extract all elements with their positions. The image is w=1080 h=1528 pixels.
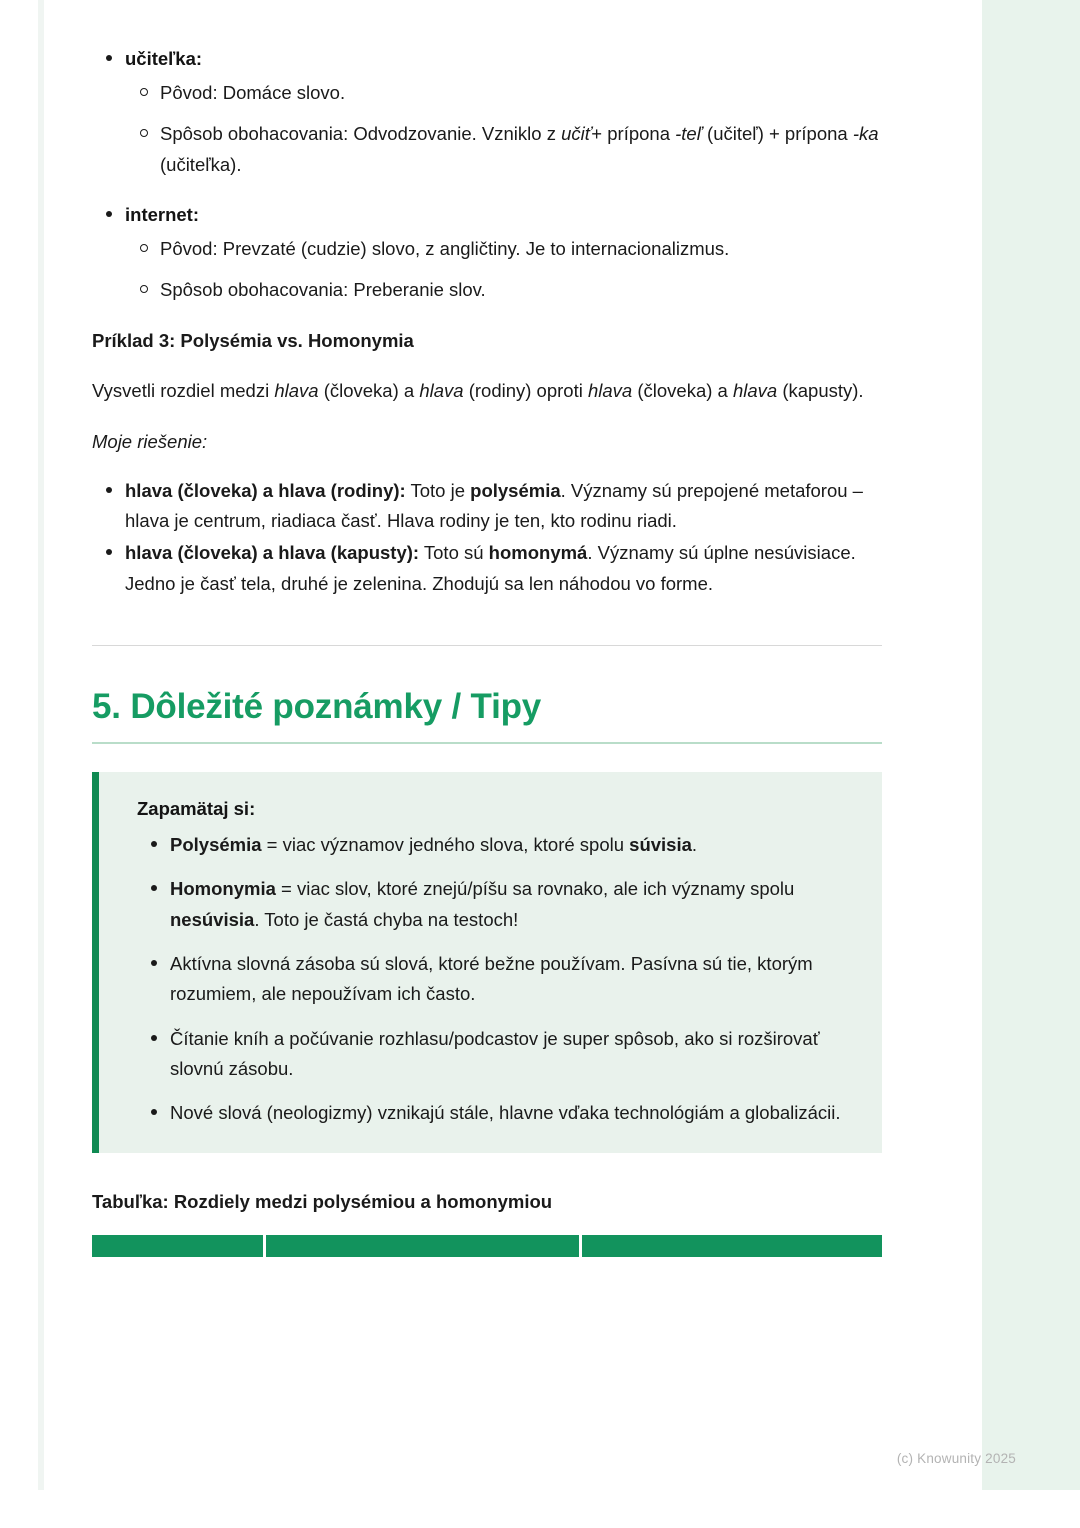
callout-item: Polysémia = viac významov jedného slova, ktoré spolu súvisia. <box>170 834 698 855</box>
callout-title: Zapamätaj si: <box>137 798 256 819</box>
tips-callout <box>92 772 882 1153</box>
list-item <box>92 538 882 599</box>
callout-item: Aktívna slovná zásoba sú slová, ktoré bežne používam. Pasívna sú tie, ktorým rozumiem, ale nepoužívam ich často. <box>170 952 813 1005</box>
example-heading: Príklad 3: Polysémia vs. Homonymia <box>92 329 414 351</box>
callout-item: Nové slová (neologizmy) vznikajú stále, hlavne vďaka technológiám a globalizácii. <box>170 1102 841 1124</box>
example-task: Vysvetli rozdiel medzi hlava (človeka) a hlava (rodiny) oproti hlava (človeka) a hlava (kapusty). <box>92 380 864 402</box>
list-item <box>125 275 882 305</box>
document-content <box>44 0 982 1257</box>
solution-label: Moje riešenie: <box>92 430 208 452</box>
list-item <box>125 234 882 264</box>
watermark: (c) Knowunity 2025 <box>896 1451 1016 1466</box>
list-item <box>137 830 852 860</box>
word-detail-origin: Pôvod: Domáce slovo. <box>160 81 346 103</box>
word-detail-list <box>125 78 882 180</box>
page-title: 5. Dôležité poznámky / Tipy <box>92 687 542 726</box>
list-item <box>137 1024 852 1085</box>
word-term: učiteľka: <box>125 48 203 69</box>
list-item <box>92 476 882 537</box>
callout-item: Čítanie kníh a počúvanie rozhlasu/podcastov je super spôsob, ako si rozširovať slovnú zásobu. <box>170 1027 820 1079</box>
solution-item: hlava (človeka) a hlava (kapusty): Toto sú homonymá. Významy sú úplne nesúvisiace. Jedno je časť tela, druhé je zelenina. Zhodujú sa len náhodou vo forme. <box>125 542 856 594</box>
table-header-cell <box>92 1235 266 1257</box>
document-page <box>44 0 982 1490</box>
word-detail-formation: Spôsob obohacovania: Odvodzovanie. Vzniklo z učiť+ prípona -teľ (učiteľ) + prípona -ka (učiteľka). <box>160 123 879 175</box>
table-header-cell <box>582 1235 882 1257</box>
list-item <box>92 200 882 306</box>
solution-item: hlava (človeka) a hlava (rodiny): Toto je polysémia. Významy sú prepojené metaforou – hlava je centrum, riadiaca časť. Hlava rodiny je ten, kto rodinu riadi. <box>125 479 863 532</box>
list-item <box>137 1098 852 1128</box>
list-item <box>92 44 882 180</box>
list-item <box>125 78 882 108</box>
word-detail-list <box>125 234 882 306</box>
word-term: internet: <box>125 203 199 225</box>
word-entry-list <box>92 44 882 306</box>
callout-list <box>137 830 852 1129</box>
section-divider <box>92 645 882 646</box>
list-item <box>125 119 882 180</box>
section-title-rule <box>92 742 882 744</box>
list-item <box>137 874 852 935</box>
solution-list <box>92 476 882 599</box>
callout-item: Homonymia = viac slov, ktoré znejú/píšu sa rovnako, ale ich významy spolu nesúvisia. Toto je častá chyba na testoch! <box>170 878 795 930</box>
list-item <box>137 949 852 1010</box>
table-caption: Tabuľka: Rozdiely medzi polysémiou a homonymiou <box>92 1190 553 1212</box>
word-detail-formation: Spôsob obohacovania: Preberanie slov. <box>160 279 486 301</box>
word-detail-origin: Pôvod: Prevzaté (cudzie) slovo, z angličtiny. Je to internacionalizmus. <box>160 237 730 259</box>
table-header-cell <box>266 1235 582 1257</box>
comparison-table-header <box>92 1235 882 1257</box>
page-right-strip <box>982 0 1080 1490</box>
